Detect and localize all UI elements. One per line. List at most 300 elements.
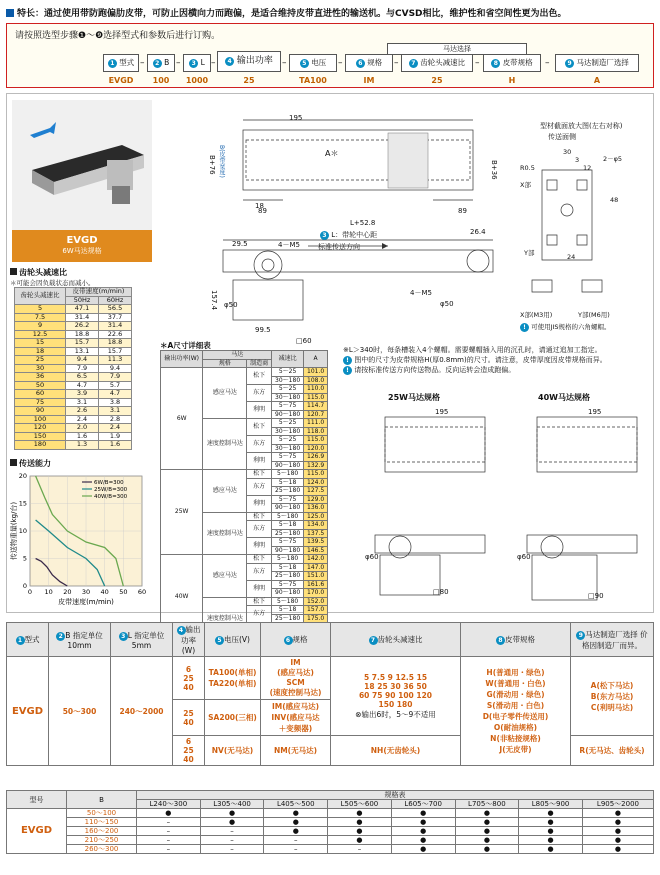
gear-cell: 36 bbox=[15, 373, 66, 382]
gear-cell: 9 bbox=[15, 322, 66, 331]
sec-2phi5: 2－φ5 bbox=[603, 155, 623, 163]
hz50: 50Hz bbox=[66, 296, 99, 305]
gear-row bbox=[15, 305, 132, 314]
size-cell: ● bbox=[264, 818, 328, 827]
value-spec: IM bbox=[363, 76, 375, 85]
x-tick: 30 bbox=[81, 588, 91, 596]
gear-cell: 90 bbox=[15, 407, 66, 416]
gear-ratio-table bbox=[14, 287, 132, 450]
dim-ratio: 5～18 bbox=[271, 606, 303, 615]
dim-ratio: 90～180 bbox=[271, 461, 303, 470]
dim-ratio: 5～180 bbox=[271, 470, 303, 479]
y-tick: 5 bbox=[22, 554, 27, 563]
dim-a-value: 175.0 bbox=[304, 614, 328, 623]
detail-note: ! 可使用JIS规格的六角螺帽。 bbox=[520, 322, 611, 332]
sec-y: Y部 bbox=[524, 249, 535, 257]
size-cell: ● bbox=[519, 827, 583, 836]
size-cell: – bbox=[264, 836, 328, 845]
size-cell: ● bbox=[200, 809, 264, 818]
size-cell: ● bbox=[137, 809, 201, 818]
value-gear-ratio: 25 bbox=[431, 76, 443, 85]
dim-maker: 利明 bbox=[247, 495, 272, 512]
gear-cell: 5.7 bbox=[99, 381, 132, 390]
size-col: L505～600 bbox=[328, 800, 392, 809]
size-cell: ● bbox=[519, 818, 583, 827]
note-2: ! 图中的尺寸为皮带规格H(厚0.8mm)的尺寸。请注意，皮带厚度因皮带规格而异。 bbox=[343, 355, 655, 365]
gear-row bbox=[15, 441, 132, 450]
dim-ratio: 25～180 bbox=[271, 487, 303, 496]
dim-maker: 利明 bbox=[247, 453, 272, 470]
dim-sq80: □80 bbox=[433, 588, 449, 596]
dim-maker: 利明 bbox=[247, 402, 272, 419]
dim-195-40w: 195 bbox=[588, 408, 602, 416]
sv-model: EVGD bbox=[7, 657, 49, 766]
dim-a-value: 101.0 bbox=[304, 368, 328, 377]
dim-a-value: 118.0 bbox=[304, 427, 328, 436]
section-sub: 传送面侧 bbox=[548, 133, 576, 141]
dim-a-value: 108.0 bbox=[304, 376, 328, 385]
dim-spec: 感应马达 bbox=[203, 555, 247, 598]
dim-h-motor: 马达 bbox=[203, 351, 272, 360]
gear-cell: 37.7 bbox=[99, 313, 132, 322]
size-h-b: B bbox=[67, 791, 137, 809]
size-row bbox=[7, 845, 654, 854]
speed-head: 皮带速度(m/min) bbox=[66, 288, 132, 297]
gear-cell: 50 bbox=[15, 381, 66, 390]
spec-25w-title: 25W马达规格 bbox=[388, 393, 440, 402]
size-cell: ● bbox=[455, 818, 519, 827]
dim-ratio: 90～180 bbox=[271, 589, 303, 598]
size-col: L705～800 bbox=[455, 800, 519, 809]
size-b: 110～150 bbox=[67, 818, 137, 827]
sh-model: 1 型式 bbox=[7, 623, 49, 657]
size-col: L305～400 bbox=[200, 800, 264, 809]
sv-nh: NH(无齿轮头) bbox=[331, 736, 461, 766]
section-drawing bbox=[522, 140, 642, 300]
dim-195: 195 bbox=[289, 114, 303, 122]
gear-cell: 3.9 bbox=[66, 390, 99, 399]
size-cell: ● bbox=[200, 818, 264, 827]
gear-cell: 18.8 bbox=[66, 330, 99, 339]
size-cell: – bbox=[137, 836, 201, 845]
dim-ratio: 5～18 bbox=[271, 521, 303, 530]
size-cell: ● bbox=[519, 836, 583, 845]
dim-ratio: 5～75 bbox=[271, 495, 303, 504]
dim-phi50-right: φ50 bbox=[440, 300, 454, 308]
dim-maker: 松下 bbox=[247, 512, 272, 521]
x-tick: 20 bbox=[63, 588, 72, 596]
field-spec: 6 规格 bbox=[345, 54, 393, 72]
gear-table-title: 齿轮头减速比 bbox=[10, 267, 67, 278]
gear-cell: 25 bbox=[15, 356, 66, 365]
sec-r05: R0.5 bbox=[520, 164, 535, 172]
dim-a-value: 115.0 bbox=[304, 436, 328, 445]
dim-a-value: 157.0 bbox=[304, 606, 328, 615]
note-3: ! 请按标准传送方向传送物品。反向运转会造成跑偏。 bbox=[343, 365, 655, 375]
sec-x: X部 bbox=[520, 181, 531, 189]
dim-spec: 速度控制马达 bbox=[203, 597, 247, 640]
dim-maker: 松下 bbox=[247, 368, 272, 385]
size-row bbox=[7, 809, 654, 818]
gear-cell: 30 bbox=[15, 364, 66, 373]
size-b: 50～100 bbox=[67, 809, 137, 818]
x-tick: 40 bbox=[100, 588, 109, 596]
drawing-25w bbox=[345, 405, 495, 610]
gear-cell: 2.4 bbox=[99, 424, 132, 433]
sv-maker-r: R(无马达、齿轮头) bbox=[571, 736, 654, 766]
gear-cell: 1.6 bbox=[99, 441, 132, 450]
dim-maker: 东方 bbox=[247, 563, 272, 580]
field-b: 2 B bbox=[147, 54, 175, 72]
dim-watt: 25W bbox=[161, 470, 203, 555]
dim-a-value: 161.6 bbox=[304, 580, 328, 589]
size-b: 210～250 bbox=[67, 836, 137, 845]
legend-label: 25W/B=300 bbox=[94, 487, 128, 493]
gear-cell: 75 bbox=[15, 398, 66, 407]
sv-v1: TA100(单相) TA220(单相) bbox=[205, 657, 261, 700]
gear-row bbox=[15, 356, 132, 365]
gear-row bbox=[15, 390, 132, 399]
gear-cell: 1.6 bbox=[66, 432, 99, 441]
gear-cell: 22.6 bbox=[99, 330, 132, 339]
dim-b76: B+76 bbox=[208, 155, 216, 175]
gear-row bbox=[15, 339, 132, 348]
dim-maker: 东方 bbox=[247, 521, 272, 538]
dim-a-value: 134.0 bbox=[304, 521, 328, 530]
dim-m5-right: 4－M5 bbox=[410, 289, 432, 297]
sec-24: 24 bbox=[567, 253, 576, 261]
sv-v2: SA200(三相) bbox=[205, 700, 261, 736]
dim-maker: 东方 bbox=[247, 478, 272, 495]
order-box: 请按照选型步骤❶～❾选择型式和参数后进行订购。 马达选择 1 型式 2 B 3 L 4 输出功率 5 电压 6 规格 7 齿轮头减速比 8 皮带规格 9 马达制造厂选择 – – – – – – – – EVGD 100 1000 25 TA100 IM 25 H A bbox=[6, 23, 654, 88]
dim-a-value: 114.7 bbox=[304, 402, 328, 411]
dim-maker: 利明 bbox=[247, 580, 272, 597]
dim-ratio: 30～180 bbox=[271, 393, 303, 402]
dim-a-value: 132.9 bbox=[304, 461, 328, 470]
dim-table-title: ＊A尺寸详细表 bbox=[160, 341, 211, 350]
legend-label: 40W/B=300 bbox=[94, 494, 128, 500]
dim-ratio: 5～25 bbox=[271, 436, 303, 445]
gear-cell: 180 bbox=[15, 441, 66, 450]
dim-b36: B+36 bbox=[490, 160, 498, 180]
y-label: 传送物重量(kg/台) bbox=[10, 501, 18, 561]
size-table bbox=[6, 790, 654, 854]
dim-spec: 速度控制马达 bbox=[203, 512, 247, 555]
gear-cell: 18.8 bbox=[99, 339, 132, 348]
x-label: 皮带速度(m/min) bbox=[58, 598, 114, 606]
dim-a-value: 115.0 bbox=[304, 393, 328, 402]
sv-l: 240～2000 bbox=[111, 657, 173, 766]
dim-a-value: 129.0 bbox=[304, 495, 328, 504]
gear-cell: 6.5 bbox=[66, 373, 99, 382]
sec-30: 30 bbox=[563, 148, 572, 156]
sv-ratio: 5 7.5 9 12.5 15 18 25 30 36 50 60 75 90 100 120 150 180 ⊗输出6时，5～9不适用 bbox=[331, 657, 461, 736]
gear-cell: 3.1 bbox=[66, 398, 99, 407]
dim-a-value: 124.0 bbox=[304, 478, 328, 487]
gear-cell: 7.9 bbox=[66, 364, 99, 373]
dim-h-spec: 规格 bbox=[203, 359, 247, 368]
dim-spec: 感应马达 bbox=[203, 368, 247, 419]
dim-h-ratio: 减速比 bbox=[271, 351, 303, 368]
dim-ratio: 5～18 bbox=[271, 563, 303, 572]
size-cell: – bbox=[200, 827, 264, 836]
size-cell: ● bbox=[264, 809, 328, 818]
size-cell: ● bbox=[455, 845, 519, 854]
size-cell: ● bbox=[455, 836, 519, 845]
size-model: EVGD bbox=[7, 809, 67, 854]
size-cell: ● bbox=[391, 809, 455, 818]
gear-cell: 18 bbox=[15, 347, 66, 356]
dim-ratio: 5～75 bbox=[271, 402, 303, 411]
sv-s1: IM (感应马达) SCM (速度控制马达) bbox=[261, 657, 331, 700]
dim-ratio: 25～180 bbox=[271, 614, 303, 623]
size-col: L405～500 bbox=[264, 800, 328, 809]
size-cell: ● bbox=[391, 836, 455, 845]
dim-ratio: 30～180 bbox=[271, 427, 303, 436]
dim-bw: B(皮带宽度) bbox=[218, 145, 225, 178]
size-cell: ● bbox=[391, 818, 455, 827]
gear-row bbox=[15, 322, 132, 331]
size-cell: ● bbox=[455, 827, 519, 836]
gear-cell: 13.1 bbox=[66, 347, 99, 356]
sv-v3: NV(无马达) bbox=[205, 736, 261, 766]
dim-row bbox=[161, 368, 328, 377]
dim-h-maker: 制造商 bbox=[247, 359, 272, 368]
gear-cell: 100 bbox=[15, 415, 66, 424]
gear-cell: 2.4 bbox=[66, 415, 99, 424]
gear-cell: 5 bbox=[15, 305, 66, 314]
spec-table bbox=[6, 622, 654, 766]
gear-cell: 31.4 bbox=[99, 322, 132, 331]
dim-ratio: 5～25 bbox=[271, 368, 303, 377]
gear-cell: 7.5 bbox=[15, 313, 66, 322]
size-col: L905～2000 bbox=[582, 800, 653, 809]
size-row bbox=[7, 827, 654, 836]
y-tick: 15 bbox=[18, 499, 27, 508]
field-output: 4 输出功率 bbox=[217, 51, 281, 72]
size-cell: – bbox=[137, 818, 201, 827]
dim-phi60-40w: φ60 bbox=[517, 553, 531, 561]
dim-a-value: 120.7 bbox=[304, 410, 328, 419]
dim-watt: 40W bbox=[161, 555, 203, 640]
dim-row bbox=[161, 470, 328, 479]
dim-maker: 东方 bbox=[247, 436, 272, 453]
dim-a-value: 111.0 bbox=[304, 419, 328, 428]
size-cell: ● bbox=[264, 827, 328, 836]
dim-sq90: □90 bbox=[588, 592, 604, 600]
dim-l: L+52.8 bbox=[350, 219, 376, 227]
sec-48: 48 bbox=[610, 196, 619, 204]
size-cell: – bbox=[137, 827, 201, 836]
dim-ratio: 5～75 bbox=[271, 538, 303, 547]
size-cell: ● bbox=[582, 836, 653, 845]
dim-29-5: 29.5 bbox=[232, 240, 248, 248]
dim-maker: 东方 bbox=[247, 606, 272, 623]
size-cell: – bbox=[200, 836, 264, 845]
capacity-chart bbox=[8, 470, 153, 610]
field-voltage: 5 电压 bbox=[289, 54, 337, 72]
dim-watt: 6W bbox=[161, 368, 203, 470]
gear-cell: 3.1 bbox=[99, 407, 132, 416]
dim-a-value: 139.5 bbox=[304, 538, 328, 547]
dim-m5: 4－M5 bbox=[278, 241, 300, 249]
sv-belts: H(普通用・绿色) W(普通用・白色) G(滑动用・绿色) S(滑动用・白色) D(电子零件传送用) O(耐油规格) N(非粘接规格) J(无皮带) bbox=[461, 657, 571, 766]
dim-ratio: 90～180 bbox=[271, 410, 303, 419]
dim-89-left: 89 bbox=[258, 207, 267, 215]
dim-center: 3 L：带轮中心距 bbox=[320, 230, 377, 240]
spec-40w-title: 40W马达规格 bbox=[538, 393, 590, 402]
gear-cell: 15.7 bbox=[66, 339, 99, 348]
size-cell: ● bbox=[328, 836, 392, 845]
gear-table-note: ＊可能会因负载状态而减小。 bbox=[10, 279, 95, 287]
dim-a-value: 170.0 bbox=[304, 589, 328, 598]
field-l: 3 L bbox=[183, 54, 211, 72]
gear-cell: 9.4 bbox=[99, 364, 132, 373]
size-cell: ● bbox=[455, 809, 519, 818]
sh-maker: 9 马达制造厂选择 价格因制造厂而异。 bbox=[571, 623, 654, 657]
value-b: 100 bbox=[152, 76, 170, 85]
gear-cell: 9.4 bbox=[66, 356, 99, 365]
dim-maker: 东方 bbox=[247, 385, 272, 402]
value-voltage: TA100 bbox=[299, 76, 327, 85]
gear-cell: 7.9 bbox=[99, 373, 132, 382]
product-model: EVGD bbox=[66, 235, 98, 246]
sv-w3: 6 25 40 bbox=[173, 736, 205, 766]
motor-group-label: 马达选择 bbox=[387, 43, 527, 55]
gear-cell: 15 bbox=[15, 339, 66, 348]
dim-89-right: 89 bbox=[458, 207, 467, 215]
sv-s2: IM(感应马达) INV(感应马达 ＋变频器) bbox=[261, 700, 331, 736]
gear-cell: 12.5 bbox=[15, 330, 66, 339]
value-maker: A bbox=[593, 76, 601, 85]
dim-a-value: 142.0 bbox=[304, 555, 328, 564]
size-col: L805～900 bbox=[519, 800, 583, 809]
y-tick: 20 bbox=[18, 472, 27, 480]
dim-ratio: 90～180 bbox=[271, 504, 303, 513]
dim-ratio: 25～180 bbox=[271, 572, 303, 581]
sh-b: 2 B 指定单位10mm bbox=[49, 623, 111, 657]
size-b: 160～200 bbox=[67, 827, 137, 836]
product-band bbox=[12, 230, 152, 262]
size-cell: ● bbox=[582, 845, 653, 854]
dim-a-value: 146.5 bbox=[304, 546, 328, 555]
sh-ratio: 7 齿轮头减速比 bbox=[331, 623, 461, 657]
x-tick: 0 bbox=[27, 588, 33, 596]
gear-cell: 2.8 bbox=[99, 415, 132, 424]
gear-cell: 3.8 bbox=[99, 398, 132, 407]
sv-s3: NM(无马达) bbox=[261, 736, 331, 766]
gear-cell: 2.0 bbox=[66, 424, 99, 433]
size-row bbox=[7, 836, 654, 845]
dim-maker: 松下 bbox=[247, 419, 272, 436]
size-cell: ● bbox=[391, 827, 455, 836]
field-gear-ratio: 7 齿轮头减速比 bbox=[401, 54, 473, 72]
size-cell: ● bbox=[328, 827, 392, 836]
size-col: L240～300 bbox=[137, 800, 201, 809]
drawing-40w bbox=[497, 405, 647, 610]
size-cell: – bbox=[200, 845, 264, 854]
dim-maker: 松下 bbox=[247, 597, 272, 606]
dim-26-4: 26.4 bbox=[470, 228, 486, 236]
size-cell: – bbox=[264, 845, 328, 854]
gear-cell: 11.3 bbox=[99, 356, 132, 365]
legend-label: 6W/B=300 bbox=[94, 480, 124, 486]
field-model: 1 型式 bbox=[103, 54, 139, 72]
dim-99-5: 99.5 bbox=[255, 326, 271, 334]
sv-w2: 25 40 bbox=[173, 700, 205, 736]
capacity-title: 传送能力 bbox=[10, 458, 51, 469]
product-subtitle: 6W马达规格 bbox=[62, 247, 102, 255]
dim-ratio: 25～180 bbox=[271, 529, 303, 538]
dim-ratio: 5～180 bbox=[271, 512, 303, 521]
dim-157: 157.4 bbox=[210, 290, 218, 311]
dim-phi60-25w: φ60 bbox=[365, 553, 379, 561]
dim-ratio: 30～180 bbox=[271, 376, 303, 385]
sec-12: 12 bbox=[583, 164, 592, 172]
dim-60: □60 bbox=[296, 337, 312, 345]
size-row bbox=[7, 818, 654, 827]
gear-cell: 1.9 bbox=[99, 432, 132, 441]
size-cell: – bbox=[328, 845, 392, 854]
value-belt: H bbox=[508, 76, 516, 85]
gear-cell: 120 bbox=[15, 424, 66, 433]
sh-l: 3 L 指定单位5mm bbox=[111, 623, 173, 657]
sv-b: 50～300 bbox=[49, 657, 111, 766]
field-belt: 8 皮带规格 bbox=[483, 54, 541, 72]
field-maker: 9 马达制造厂选择 bbox=[555, 54, 639, 72]
section-title: 型材截面放大图(左右对称) bbox=[540, 122, 623, 130]
dim-a-value: 147.0 bbox=[304, 563, 328, 572]
dim-a: A＊ bbox=[325, 149, 339, 158]
dim-ratio: 5～180 bbox=[271, 555, 303, 564]
dim-ratio: 5～75 bbox=[271, 453, 303, 462]
size-h-spec: 规格表 bbox=[137, 791, 654, 800]
size-cell: ● bbox=[582, 827, 653, 836]
product-image bbox=[12, 100, 152, 230]
value-model: EVGD bbox=[108, 76, 134, 85]
dim-h-out: 输出功率(W) bbox=[161, 351, 203, 368]
dim-ratio: 5～25 bbox=[271, 419, 303, 428]
sv-makers: A(松下马达) B(东方马达) C(利明马达) bbox=[571, 657, 654, 736]
dim-ratio: 5～75 bbox=[271, 580, 303, 589]
x-tick: 10 bbox=[44, 588, 53, 596]
hz60: 60Hz bbox=[99, 296, 132, 305]
sh-out: 4 输出功率(W) bbox=[173, 623, 205, 657]
gear-cell: 15.7 bbox=[99, 347, 132, 356]
notes bbox=[343, 345, 655, 375]
dim-a-table bbox=[160, 350, 328, 640]
size-h-model: 型号 bbox=[7, 791, 67, 809]
gear-cell: 26.2 bbox=[66, 322, 99, 331]
size-cell: ● bbox=[328, 818, 392, 827]
dim-18: 18 bbox=[255, 202, 264, 210]
sh-spec: 6 规格 bbox=[261, 623, 331, 657]
gear-row bbox=[15, 424, 132, 433]
gear-cell: 31.4 bbox=[66, 313, 99, 322]
size-cell: ● bbox=[582, 818, 653, 827]
dim-ratio: 5～180 bbox=[271, 597, 303, 606]
x-tick: 50 bbox=[119, 588, 128, 596]
dim-a-value: 120.0 bbox=[304, 444, 328, 453]
size-col: L605～700 bbox=[391, 800, 455, 809]
detail-y: Y部(M6用) bbox=[578, 311, 610, 319]
y-tick: 0 bbox=[22, 582, 27, 590]
dim-maker: 松下 bbox=[247, 555, 272, 564]
dim-ratio: 5～25 bbox=[271, 385, 303, 394]
dim-a-value: 151.0 bbox=[304, 572, 328, 581]
dim-a-value: 136.0 bbox=[304, 504, 328, 513]
dim-row bbox=[161, 555, 328, 564]
